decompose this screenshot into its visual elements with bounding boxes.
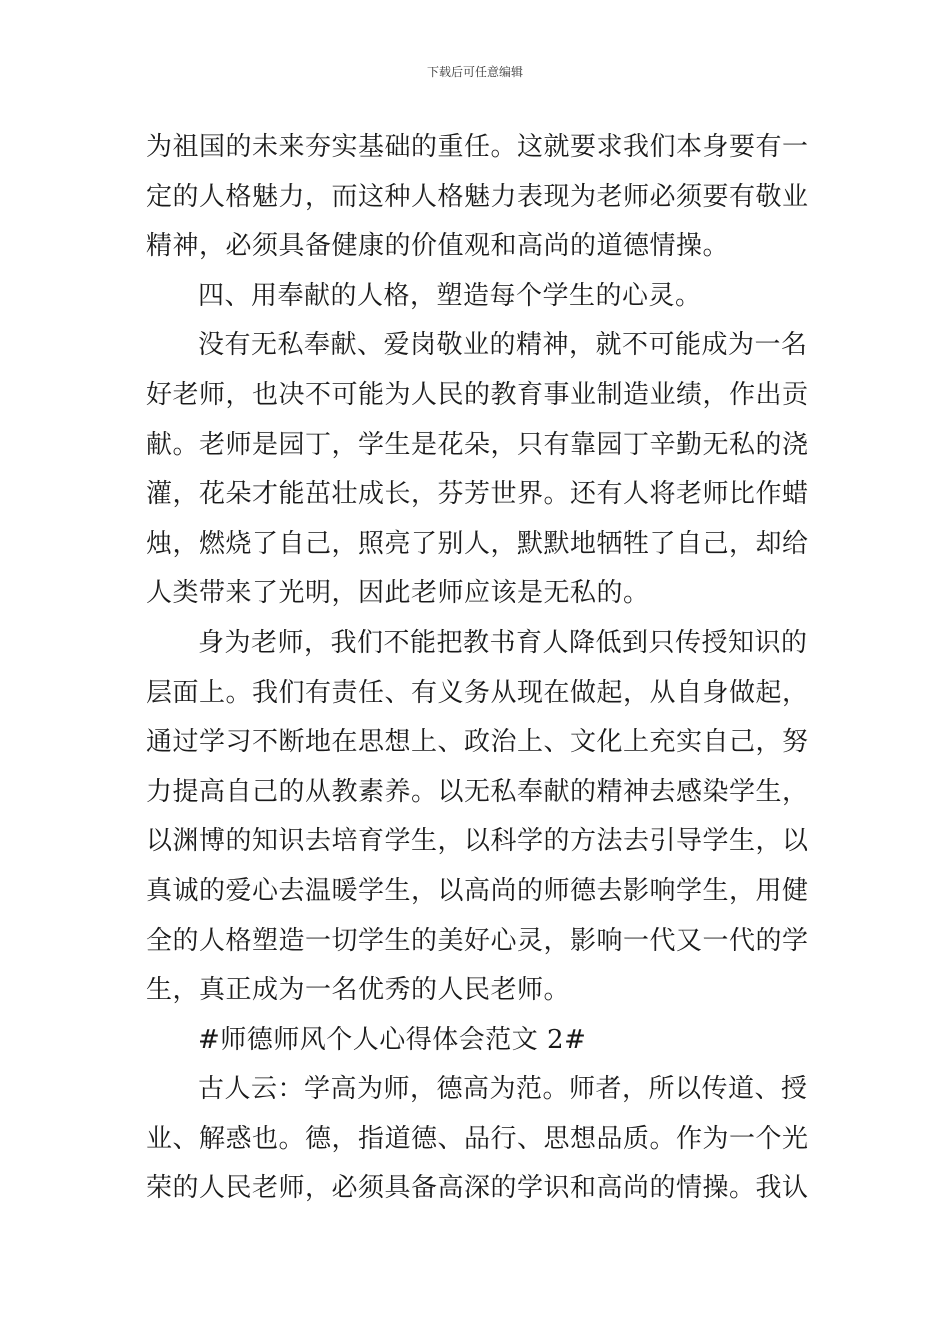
text-line: 古人云：学高为师，德高为范。师者，所以传道、授	[198, 1074, 808, 1105]
text-line: 烛，燃烧了自己，照亮了别人，默默地牺牲了自己，却给	[146, 528, 809, 559]
essay-title: #师德师风个人心得体会范文 2#	[198, 1024, 587, 1055]
text-line: 以渊博的知识去培育学生，以科学的方法去引导学生，以	[146, 826, 809, 857]
text-line: 通过学习不断地在思想上、政治上、文化上充实自己，努	[146, 727, 809, 758]
text-line: 好老师，也决不可能为人民的教育事业制造业绩，作出贡	[146, 379, 809, 410]
text-line: 没有无私奉献、爱岗敬业的精神，就不可能成为一名	[198, 330, 808, 361]
text-line: 人类带来了光明，因此老师应该是无私的。	[146, 578, 650, 609]
text-line: 业、解惑也。德，指道德、品行、思想品质。作为一个光	[146, 1123, 809, 1154]
text-line: 力提高自己的从教素养。以无私奉献的精神去感染学生，	[146, 776, 809, 807]
text-line: 献。老师是园丁，学生是花朵，只有靠园丁辛勤无私的浇	[146, 429, 809, 460]
text-line: 层面上。我们有责任、有义务从现在做起，从自身做起，	[146, 677, 809, 708]
body-text	[146, 127, 826, 1218]
page-header: 下载后可任意编辑	[426, 65, 523, 79]
text-line: 荣的人民老师，必须具备高深的学识和高尚的情操。我认	[146, 1173, 809, 1204]
text-line: 生，真正成为一名优秀的人民老师。	[146, 975, 571, 1006]
text-line: 灌，花朵才能茁壮成长，芬芳世界。还有人将老师比作蜡	[146, 479, 809, 510]
text-line: 为祖国的未来夯实基础的重任。这就要求我们本身要有一	[146, 132, 809, 162]
text-line: 全的人格塑造一切学生的美好心灵，影响一代又一代的学	[146, 925, 809, 956]
text-line: 定的人格魅力，而这种人格魅力表现为老师必须要有敬业	[146, 181, 809, 212]
text-line: 精神，必须具备健康的价值观和高尚的道德情操。	[146, 231, 730, 262]
text-line: 真诚的爱心去温暖学生，以高尚的师德去影响学生，用健	[146, 875, 809, 906]
text-line: 身为老师，我们不能把教书育人降低到只传授知识的	[198, 627, 808, 658]
section-heading: 四、用奉献的人格，塑造每个学生的心灵。	[198, 280, 702, 311]
